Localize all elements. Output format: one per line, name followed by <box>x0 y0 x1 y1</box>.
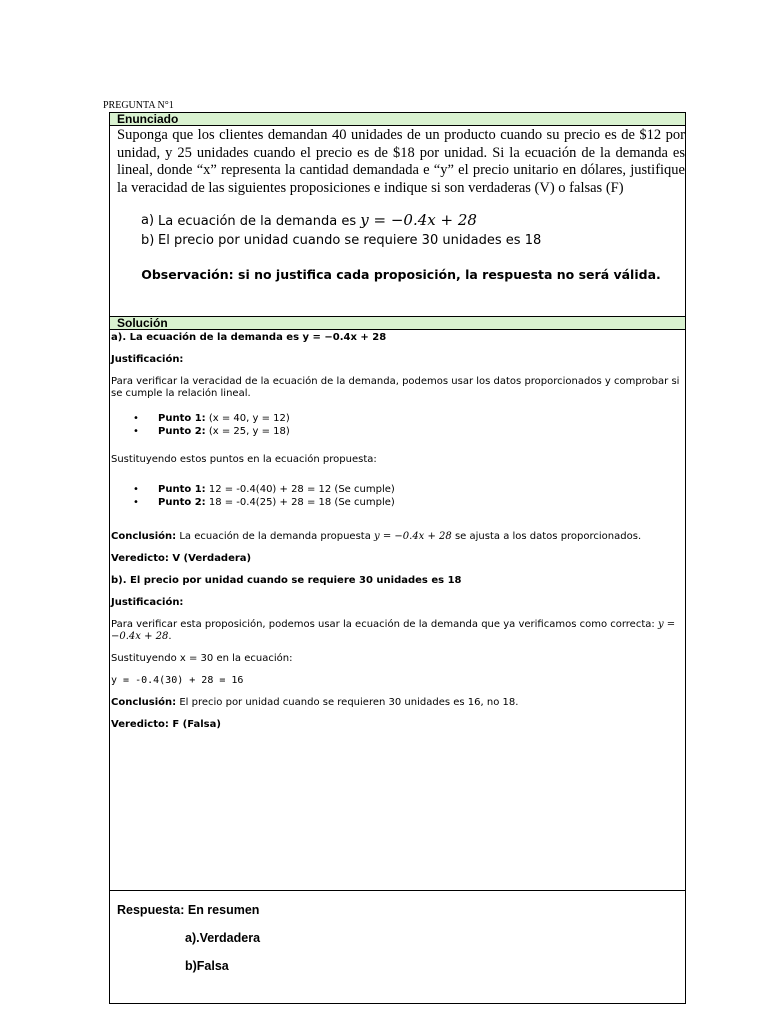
list-marker: b) <box>141 233 155 248</box>
conclusion-equation: y = −0.4x + 28 <box>374 531 452 542</box>
intro-equation: y = −0.4x + 28 <box>111 619 676 642</box>
part-b-conclusion <box>111 697 683 709</box>
enunciado-header: Enunciado <box>110 112 685 126</box>
question-table <box>109 112 686 1004</box>
enunciado-text: Suponga que los clientes demandan 40 unidades de un producto cuando su precio es de $12 por unidad, y 25 unidades cuando el precio es de $18 por unidad. Si la ecuación de la demanda es lineal, donde “x” representa la cantidad demandada e “y” el precio unitario en dólares, justifique la veracidad de las siguientes proposiciones e indique si son verdaderas (V) o falsas (F) <box>117 127 685 196</box>
conclusion-label: Conclusión: <box>111 697 177 708</box>
enunciado-section <box>117 127 685 284</box>
checks-list <box>111 483 683 509</box>
proposition-item <box>117 231 685 250</box>
part-a-title: a). La ecuación de la demanda es y = −0.4x + 28 <box>111 332 387 343</box>
part-a-conclusion <box>111 531 683 543</box>
point-label: Punto 1: <box>158 484 206 495</box>
part-a-verdict: Veredicto: V (Verdadera) <box>111 553 252 564</box>
demand-equation: y = −0.4x + 28 <box>360 211 477 229</box>
point-value: (x = 25, y = 18) <box>205 426 290 437</box>
justification-label: Justificación: <box>111 597 184 608</box>
check-value: 18 = -0.4(25) + 28 = 18 (Se cumple) <box>205 497 395 508</box>
part-b-intro <box>111 619 683 643</box>
solucion-header: Solución <box>110 316 685 330</box>
proposition-text: La ecuación de la demanda es <box>158 214 361 229</box>
list-item <box>111 425 683 438</box>
part-b-substitution: Sustituyendo x = 30 en la ecuación: <box>111 653 293 664</box>
proposition-list <box>117 211 685 250</box>
answer-a: a).Verdadera <box>185 931 261 945</box>
answer-divider <box>110 890 685 891</box>
conclusion-text: El precio por unidad cuando se requieren 30 unidades es 16, no 18. <box>176 697 519 708</box>
point-label: Punto 1: <box>158 413 206 424</box>
list-marker: a) <box>141 213 155 228</box>
solucion-section <box>111 332 683 731</box>
point-label: Punto 2: <box>158 497 206 508</box>
check-value: 12 = -0.4(40) + 28 = 12 (Se cumple) <box>205 484 395 495</box>
question-label: PREGUNTA N°1 <box>103 100 174 111</box>
part-b-calculation: y = -0.4(30) + 28 = 16 <box>111 675 244 686</box>
intro-text: . <box>168 631 172 642</box>
part-b-title: b). El precio por unidad cuando se requiere 30 unidades es 18 <box>111 575 462 586</box>
answer-b: b)Falsa <box>185 959 229 973</box>
list-item <box>111 483 683 496</box>
conclusion-label: Conclusión: <box>111 531 177 542</box>
proposition-item <box>117 211 685 231</box>
list-item <box>111 496 683 509</box>
list-item <box>111 412 683 425</box>
point-label: Punto 2: <box>158 426 206 437</box>
intro-text: Para verificar esta proposición, podemos usar la ecuación de la demanda que ya verificamos como correcta: <box>111 619 658 630</box>
substitution-text: Sustituyendo estos puntos en la ecuación propuesta: <box>111 454 377 465</box>
observation-note: Observación: si no justifica cada proposición, la respuesta no será válida. <box>141 267 661 282</box>
conclusion-text: se ajusta a los datos proporcionados. <box>451 531 642 542</box>
point-value: (x = 40, y = 12) <box>205 413 290 424</box>
conclusion-text: La ecuación de la demanda propuesta <box>176 531 375 542</box>
proposition-text: El precio por unidad cuando se requiere 30 unidades es 18 <box>158 233 542 248</box>
part-a-intro: Para verificar la veracidad de la ecuación de la demanda, podemos usar los datos proporcionados y comprobar si se cumple la relación lineal. <box>111 376 680 399</box>
answer-title: Respuesta: En resumen <box>117 903 260 917</box>
points-list <box>111 412 683 438</box>
part-b-verdict: Veredicto: F (Falsa) <box>111 719 221 730</box>
justification-label: Justificación: <box>111 354 184 365</box>
